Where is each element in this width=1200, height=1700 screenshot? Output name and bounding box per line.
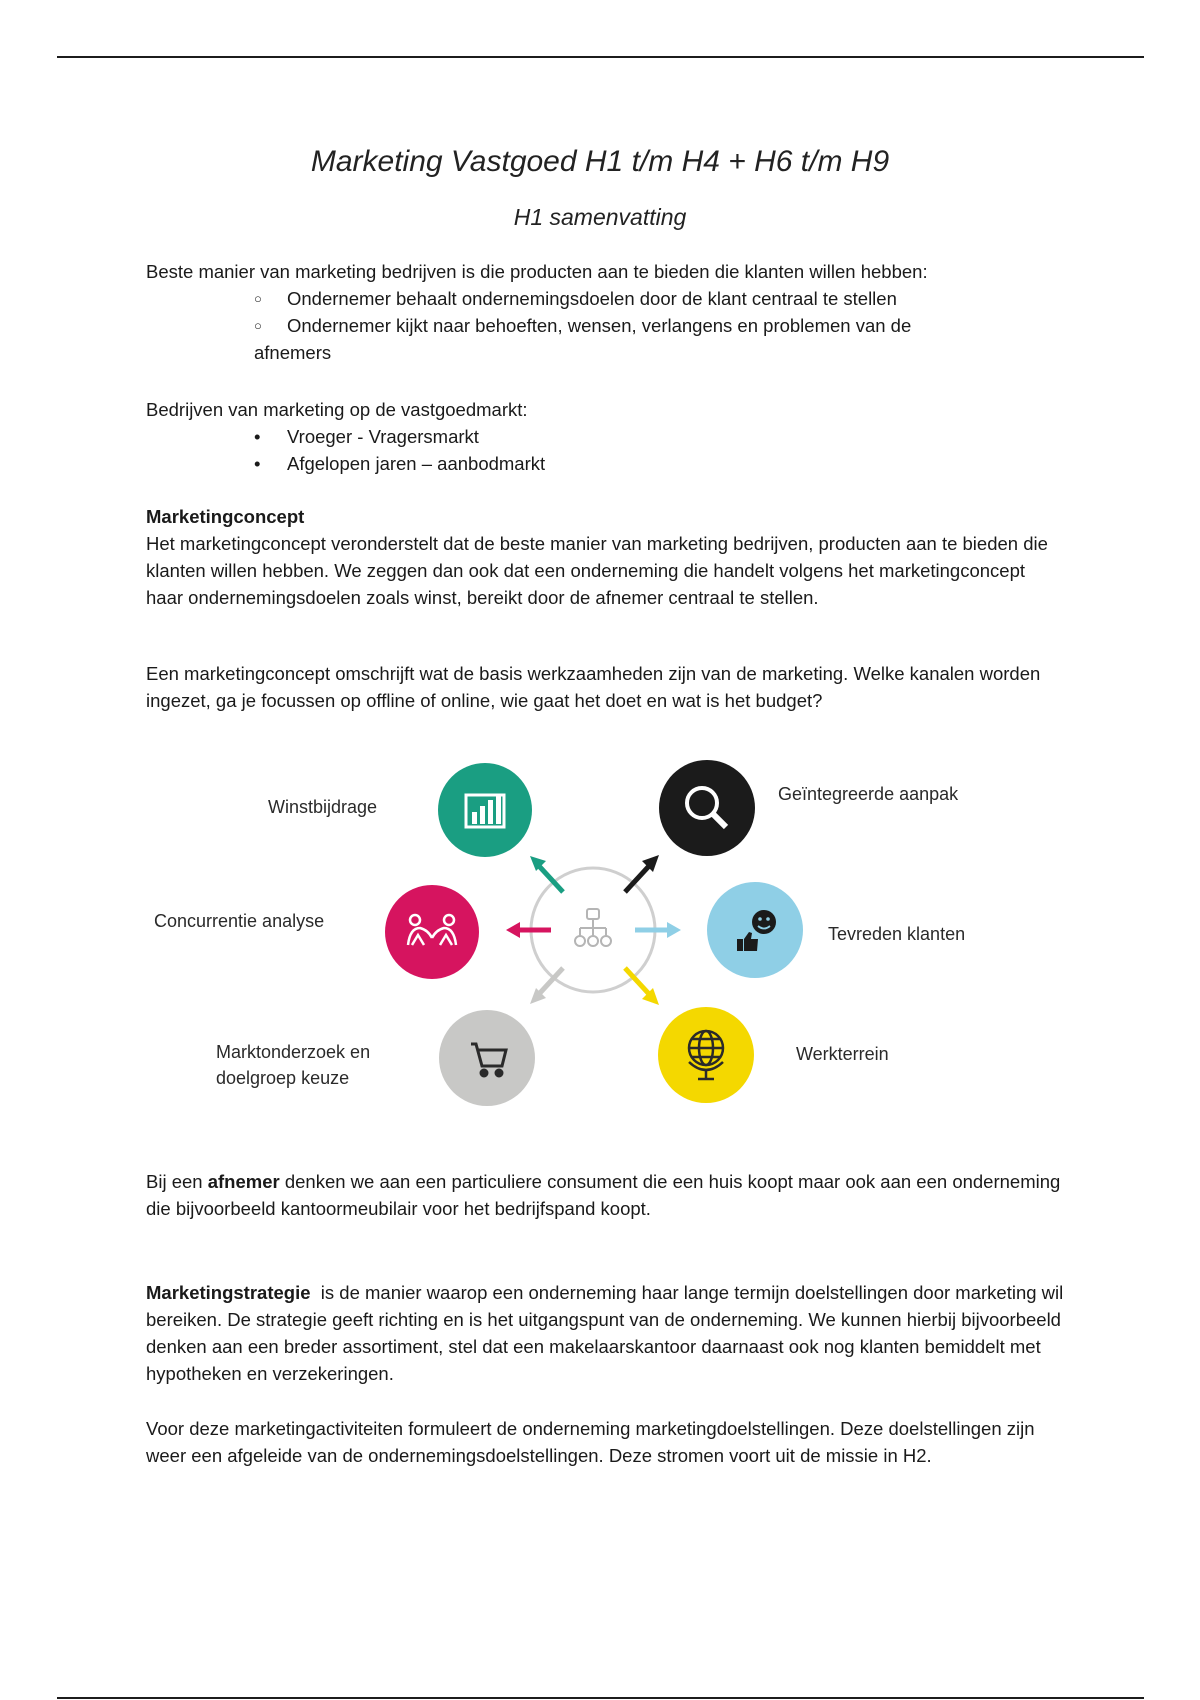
paragraph: Het marketingconcept veronderstelt dat de beste manier van marketing bedrijven, producten aan te bieden die klanten willen hebben. We zeggen dan ook dat een onderneming die handelt volgens het marketingconcept haar ondernemingsdoelen zoals winst, bereikt door de afnemer centraal te stellen. — [146, 533, 1048, 608]
marketing-concept-diagram — [140, 740, 1040, 1130]
afnemer-paragraph: Bij een afnemer denken we aan een particuliere consument die een huis koopt maar ook aan een onderneming die bijvoorbeeld kantoormeubilair voor het bedrijfspand koopt. — [146, 1171, 1061, 1219]
top-rule — [57, 56, 1144, 58]
arrow-geintegreerde-aanpak — [625, 855, 659, 892]
circle-bullet-icon: ○ — [254, 318, 262, 333]
strategy-paragraph: Marketingstrategie is de manier waarop een onderneming haar lange termijn doelstellingen door marketing wil bereiken. De strategie geeft richting en is het uitgangspunt van de onderneming. We kunnen hierbij bijvoorbeeld denken aan een breder assortiment, stel dat een makelaarskantoor daarnaast ook nog klanten bemiddelt met hypotheken en verzekeringen. — [146, 1282, 1069, 1384]
node-tevreden-klanten — [707, 882, 803, 978]
list-item-continuation: afnemers — [254, 342, 332, 363]
market-heading: Bedrijven van marketing op de vastgoedmarkt: — [146, 399, 528, 420]
label-marktonderzoek: Marktonderzoek en — [216, 1042, 371, 1062]
list-item: ○ Ondernemer behaalt ondernemingsdoelen door de klant centraal te stellen — [254, 285, 1014, 312]
page-subtitle: H1 samenvatting — [513, 204, 687, 230]
list-item: • Afgelopen jaren – aanbodmarkt — [254, 450, 1014, 477]
bullet-icon: • — [254, 426, 261, 447]
bullet-icon: • — [254, 453, 261, 474]
diagram-svg — [140, 740, 1040, 1130]
node-werkterrein — [658, 1007, 754, 1103]
concept-section — [146, 503, 1066, 611]
node-geintegreerde-aanpak — [659, 760, 755, 856]
node-concurrentie-analyse — [385, 885, 479, 979]
label-winstbijdrage: Winstbijdrage — [268, 797, 378, 817]
term-marketingstrategie: Marketingstrategie — [146, 1282, 311, 1303]
arrow-concurrentie-analyse — [506, 922, 551, 938]
list-item: ○ Ondernemer kijkt naar behoeften, wensen, verlangens en problemen van de — [254, 312, 1014, 339]
label-doelgroep-keuze: doelgroep keuze — [216, 1068, 350, 1088]
term-afnemer: afnemer — [207, 1171, 280, 1192]
label-tevreden-klanten: Tevreden klanten — [828, 924, 966, 944]
page-title: Marketing Vastgoed H1 t/m H4 + H6 t/m H9 — [310, 145, 890, 178]
arrow-marktonderzoek — [530, 968, 563, 1004]
circle-bullet-icon: ○ — [254, 291, 262, 306]
arrow-winstbijdrage — [530, 856, 563, 892]
goals-paragraph: Voor deze marketingactiviteiten formuleert de onderneming marketingdoelstellingen. Deze doelstellingen zijn weer een afgeleide van de ondernemingsdoelstellingen. Deze stromen voort uit de missie in H2. — [146, 1418, 1035, 1466]
hierarchy-icon — [575, 909, 611, 946]
concept-paragraph-2: Een marketingconcept omschrijft wat de basis werkzaamheden zijn van de marketing. Welke kanalen worden ingezet, ga je focussen op offline of online, wie gaat het doet en wat is het budget? — [146, 663, 1041, 711]
arrow-tevreden-klanten — [635, 922, 681, 938]
intro-list — [254, 285, 1014, 366]
arrow-werkterrein — [625, 968, 659, 1005]
label-concurrentie-analyse: Concurrentie analyse — [154, 911, 325, 931]
label-werkterrein: Werkterrein — [796, 1044, 889, 1064]
section-heading: Marketingconcept — [146, 506, 305, 527]
node-marktonderzoek — [439, 1010, 535, 1106]
market-list — [254, 423, 1014, 477]
list-item: • Vroeger - Vragersmarkt — [254, 423, 1014, 450]
bottom-rule — [57, 1697, 1144, 1699]
intro-paragraph: Beste manier van marketing bedrijven is die producten aan te bieden die klanten willen hebben: — [146, 261, 928, 282]
label-geintegreerde-aanpak: Geïntegreerde aanpak — [778, 784, 959, 804]
